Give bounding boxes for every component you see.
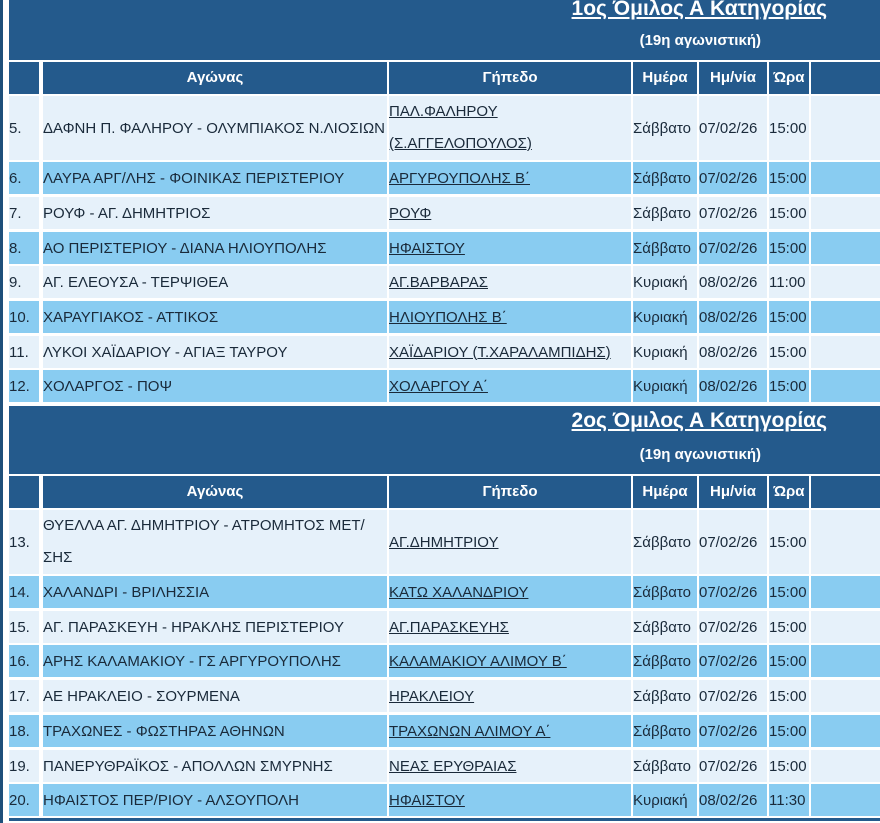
match-date: 08/02/26 <box>699 784 767 816</box>
match-time: 15:00 <box>769 510 809 574</box>
table-row <box>9 266 880 298</box>
venue-link[interactable]: ΧΟΛΑΡΓΟΥ Α΄ <box>389 377 488 395</box>
match-name <box>43 510 387 574</box>
match-time: 15:00 <box>769 645 809 677</box>
match-name: ΠΑΝΕΡΥΘΡΑΪΚΟΣ - ΑΠΟΛΛΩΝ ΣΜΥΡΝΗΣ <box>43 750 387 782</box>
group-2-header <box>9 406 880 474</box>
date-header: Ημ/νία <box>699 476 767 508</box>
match-date: 08/02/26 <box>699 301 767 333</box>
group-1-column-headers <box>9 62 880 94</box>
table-row <box>9 510 880 574</box>
match-date: 08/02/26 <box>699 266 767 298</box>
row-spacer <box>811 370 880 402</box>
match-time: 15:00 <box>769 162 809 194</box>
row-number: 19. <box>9 750 39 782</box>
match-date: 07/02/26 <box>699 162 767 194</box>
group-2-column-headers <box>9 476 880 508</box>
row-number: 7. <box>9 197 39 229</box>
venue-cell <box>389 576 631 608</box>
venue-link[interactable]: ΑΓ.ΠΑΡΑΣΚΕΥΗΣ <box>389 618 509 636</box>
venue-cell <box>389 301 631 333</box>
row-number: 13. <box>9 510 39 574</box>
table-row <box>9 750 880 782</box>
match-name: ΑΕ ΗΡΑΚΛΕΙΟ - ΣΟΥΡΜΕΝΑ <box>43 680 387 712</box>
match-header: Αγώνας <box>43 62 387 94</box>
venue-cell <box>389 162 631 194</box>
match-time: 15:00 <box>769 611 809 643</box>
venue-link[interactable]: ΡΟΥΦ <box>389 204 432 222</box>
num-header <box>9 476 39 508</box>
spacer-header <box>811 476 880 508</box>
match-name: ΡΟΥΦ - ΑΓ. ΔΗΜΗΤΡΙΟΣ <box>43 197 387 229</box>
table-row <box>9 576 880 608</box>
match-time: 15:00 <box>769 301 809 333</box>
venue-cell <box>389 645 631 677</box>
match-time: 15:00 <box>769 197 809 229</box>
match-time: 15:00 <box>769 370 809 402</box>
match-day: Σάββατο <box>633 576 697 608</box>
venue-line-1[interactable]: ΠΑΛ.ΦΑΛΗΡΟΥ <box>389 103 498 120</box>
venue-link[interactable]: ΑΡΓΥΡΟΥΠΟΛΗΣ Β΄ <box>389 169 530 187</box>
row-spacer <box>811 784 880 816</box>
venue-cell <box>389 611 631 643</box>
table-row <box>9 784 880 816</box>
row-spacer <box>811 266 880 298</box>
match-day: Κυριακή <box>633 301 697 333</box>
match-date: 07/02/26 <box>699 197 767 229</box>
venue-cell <box>389 784 631 816</box>
match-day: Σάββατο <box>633 510 697 574</box>
row-number: 10. <box>9 301 39 333</box>
match-name: ΗΦΑΙΣΤΟΣ ΠΕΡ/ΡΙΟΥ - ΑΛΣΟΥΠΟΛΗ <box>43 784 387 816</box>
row-spacer <box>811 162 880 194</box>
match-day: Σάββατο <box>633 232 697 264</box>
match-time: 15:00 <box>769 96 809 160</box>
match-date: 08/02/26 <box>699 336 767 368</box>
time-header: Ώρα <box>769 476 809 508</box>
match-name: ΔΑΦΝΗ Π. ΦΑΛΗΡΟΥ - ΟΛΥΜΠΙΑΚΟΣ Ν.ΛΙΟΣΙΩΝ <box>43 96 387 160</box>
table-row <box>9 715 880 747</box>
match-day: Σάββατο <box>633 750 697 782</box>
match-day: Σάββατο <box>633 96 697 160</box>
match-name: ΧΑΛΑΝΔΡΙ - ΒΡΙΛΗΣΣΙΑ <box>43 576 387 608</box>
day-header: Ημέρα <box>633 476 697 508</box>
row-spacer <box>811 750 880 782</box>
group-2-round: (19η αγωνιστική) <box>639 446 761 463</box>
match-day: Σάββατο <box>633 715 697 747</box>
row-number: 8. <box>9 232 39 264</box>
match-time: 15:00 <box>769 576 809 608</box>
row-spacer <box>811 232 880 264</box>
group-1-header <box>9 0 880 60</box>
match-day: Κυριακή <box>633 266 697 298</box>
row-spacer <box>811 96 880 160</box>
match-date: 07/02/26 <box>699 750 767 782</box>
match-name: ΧΟΛΑΡΓΟΣ - ΠΟΨ <box>43 370 387 402</box>
venue-cell <box>389 680 631 712</box>
match-time: 11:30 <box>769 784 809 816</box>
match-date: 07/02/26 <box>699 611 767 643</box>
match-time: 15:00 <box>769 336 809 368</box>
venue-link[interactable]: ΤΡΑΧΩΝΩΝ ΑΛΙΜΟΥ Α΄ <box>389 722 551 740</box>
match-day: Κυριακή <box>633 336 697 368</box>
match-date: 07/02/26 <box>699 510 767 574</box>
table-row <box>9 680 880 712</box>
table-row <box>9 370 880 402</box>
match-name: ΛΥΚΟΙ ΧΑΪΔΑΡΙΟΥ - ΑΓΙΑΞ ΤΑΥΡΟΥ <box>43 336 387 368</box>
table-bottom-border <box>9 818 880 821</box>
row-spacer <box>811 645 880 677</box>
venue-link[interactable] <box>389 96 631 160</box>
row-spacer <box>811 510 880 574</box>
match-header: Αγώνας <box>43 476 387 508</box>
venue-cell <box>389 750 631 782</box>
row-spacer <box>811 336 880 368</box>
date-header: Ημ/νία <box>699 62 767 94</box>
match-name: ΑΟ ΠΕΡΙΣΤΕΡΙΟΥ - ΔΙΑΝΑ ΗΛΙΟΥΠΟΛΗΣ <box>43 232 387 264</box>
group-2-title[interactable]: 2ος Όμιλος Α Κατηγορίας <box>571 409 827 432</box>
match-day: Σάββατο <box>633 645 697 677</box>
table-row <box>9 162 880 194</box>
venue-cell <box>389 266 631 298</box>
venue-link[interactable]: ΗΡΑΚΛΕΙΟΥ <box>389 687 475 705</box>
match-date: 07/02/26 <box>699 645 767 677</box>
match-date: 07/02/26 <box>699 680 767 712</box>
match-line-2: ΣΗΣ <box>43 549 73 566</box>
match-name: ΑΓ. ΠΑΡΑΣΚΕΥΗ - ΗΡΑΚΛΗΣ ΠΕΡΙΣΤΕΡΙΟΥ <box>43 611 387 643</box>
table-row <box>9 232 880 264</box>
match-day: Σάββατο <box>633 680 697 712</box>
venue-cell <box>389 510 631 574</box>
venue-cell <box>389 197 631 229</box>
group-1-title[interactable]: 1ος Όμιλος Α Κατηγορίας <box>571 0 827 20</box>
venue-link[interactable]: ΗΦΑΙΣΤΟΥ <box>389 791 465 809</box>
match-time: 15:00 <box>769 715 809 747</box>
match-day: Σάββατο <box>633 611 697 643</box>
match-date: 08/02/26 <box>699 370 767 402</box>
row-number: 5. <box>9 96 39 160</box>
venue-link[interactable]: ΗΦΑΙΣΤΟΥ <box>389 239 465 257</box>
venue-header: Γήπεδο <box>389 62 631 94</box>
venue-link[interactable]: ΑΓ.ΔΗΜΗΤΡΙΟΥ <box>389 533 499 551</box>
table-row <box>9 645 880 677</box>
day-header: Ημέρα <box>633 62 697 94</box>
match-name: ΤΡΑΧΩΝΕΣ - ΦΩΣΤΗΡΑΣ ΑΘΗΝΩΝ <box>43 715 387 747</box>
spacer-header <box>811 62 880 94</box>
match-day: Κυριακή <box>633 784 697 816</box>
row-number: 16. <box>9 645 39 677</box>
venue-cell <box>389 232 631 264</box>
match-name: ΑΡΗΣ ΚΑΛΑΜΑΚΙΟΥ - ΓΣ ΑΡΓΥΡΟΥΠΟΛΗΣ <box>43 645 387 677</box>
venue-header: Γήπεδο <box>389 476 631 508</box>
venue-link[interactable]: ΚΑΛΑΜΑΚΙΟΥ ΑΛΙΜΟΥ Β΄ <box>389 652 567 670</box>
match-line-1: ΘΥΕΛΛΑ ΑΓ. ΔΗΜΗΤΡΙΟΥ - ΑΤΡΟΜΗΤΟΣ ΜΕΤ/ <box>43 517 365 534</box>
row-spacer <box>811 197 880 229</box>
group-1-round: (19η αγωνιστική) <box>639 32 761 49</box>
match-name: ΛΑΥΡΑ ΑΡΓ/ΛΗΣ - ΦΟΙΝΙΚΑΣ ΠΕΡΙΣΤΕΡΙΟΥ <box>43 162 387 194</box>
match-time: 15:00 <box>769 232 809 264</box>
match-day: Κυριακή <box>633 370 697 402</box>
match-time: 11:00 <box>769 266 809 298</box>
match-name: ΧΑΡΑΥΓΙΑΚΟΣ - ΑΤΤΙΚΟΣ <box>43 301 387 333</box>
match-time: 15:00 <box>769 680 809 712</box>
venue-cell <box>389 370 631 402</box>
match-date: 07/02/26 <box>699 96 767 160</box>
venue-link[interactable]: ΗΛΙΟΥΠΟΛΗΣ Β΄ <box>389 308 507 326</box>
row-number: 15. <box>9 611 39 643</box>
row-number: 17. <box>9 680 39 712</box>
row-number: 12. <box>9 370 39 402</box>
match-date: 07/02/26 <box>699 232 767 264</box>
venue-link[interactable]: ΧΑΪΔΑΡΙΟΥ (Τ.ΧΑΡΑΛΑΜΠΙΔΗΣ) <box>389 343 611 361</box>
match-date: 07/02/26 <box>699 576 767 608</box>
match-time: 15:00 <box>769 750 809 782</box>
row-spacer <box>811 715 880 747</box>
venue-line-2[interactable]: (Σ.ΑΓΓΕΛΟΠΟΥΛΟΣ) <box>389 135 532 152</box>
match-day: Σάββατο <box>633 162 697 194</box>
row-number: 6. <box>9 162 39 194</box>
table-row <box>9 301 880 333</box>
venue-cell <box>389 715 631 747</box>
table-row <box>9 611 880 643</box>
row-number: 20. <box>9 784 39 816</box>
num-header <box>9 62 39 94</box>
row-number: 14. <box>9 576 39 608</box>
row-spacer <box>811 301 880 333</box>
row-number: 18. <box>9 715 39 747</box>
row-spacer <box>811 576 880 608</box>
row-number: 9. <box>9 266 39 298</box>
venue-cell <box>389 336 631 368</box>
row-spacer <box>811 680 880 712</box>
table-row <box>9 96 880 160</box>
row-spacer <box>811 611 880 643</box>
table-row <box>9 336 880 368</box>
venue-link[interactable]: ΚΑΤΩ ΧΑΛΑΝΔΡΙΟΥ <box>389 583 529 601</box>
table-row <box>9 197 880 229</box>
row-number: 11. <box>9 336 39 368</box>
match-name: ΑΓ. ΕΛΕΟΥΣΑ - ΤΕΡΨΙΘΕΑ <box>43 266 387 298</box>
venue-link[interactable]: ΑΓ.ΒΑΡΒΑΡΑΣ <box>389 273 488 291</box>
match-date: 07/02/26 <box>699 715 767 747</box>
time-header: Ώρα <box>769 62 809 94</box>
venue-link[interactable]: ΝΕΑΣ ΕΡΥΘΡΑΙΑΣ <box>389 757 517 775</box>
match-day: Σάββατο <box>633 197 697 229</box>
